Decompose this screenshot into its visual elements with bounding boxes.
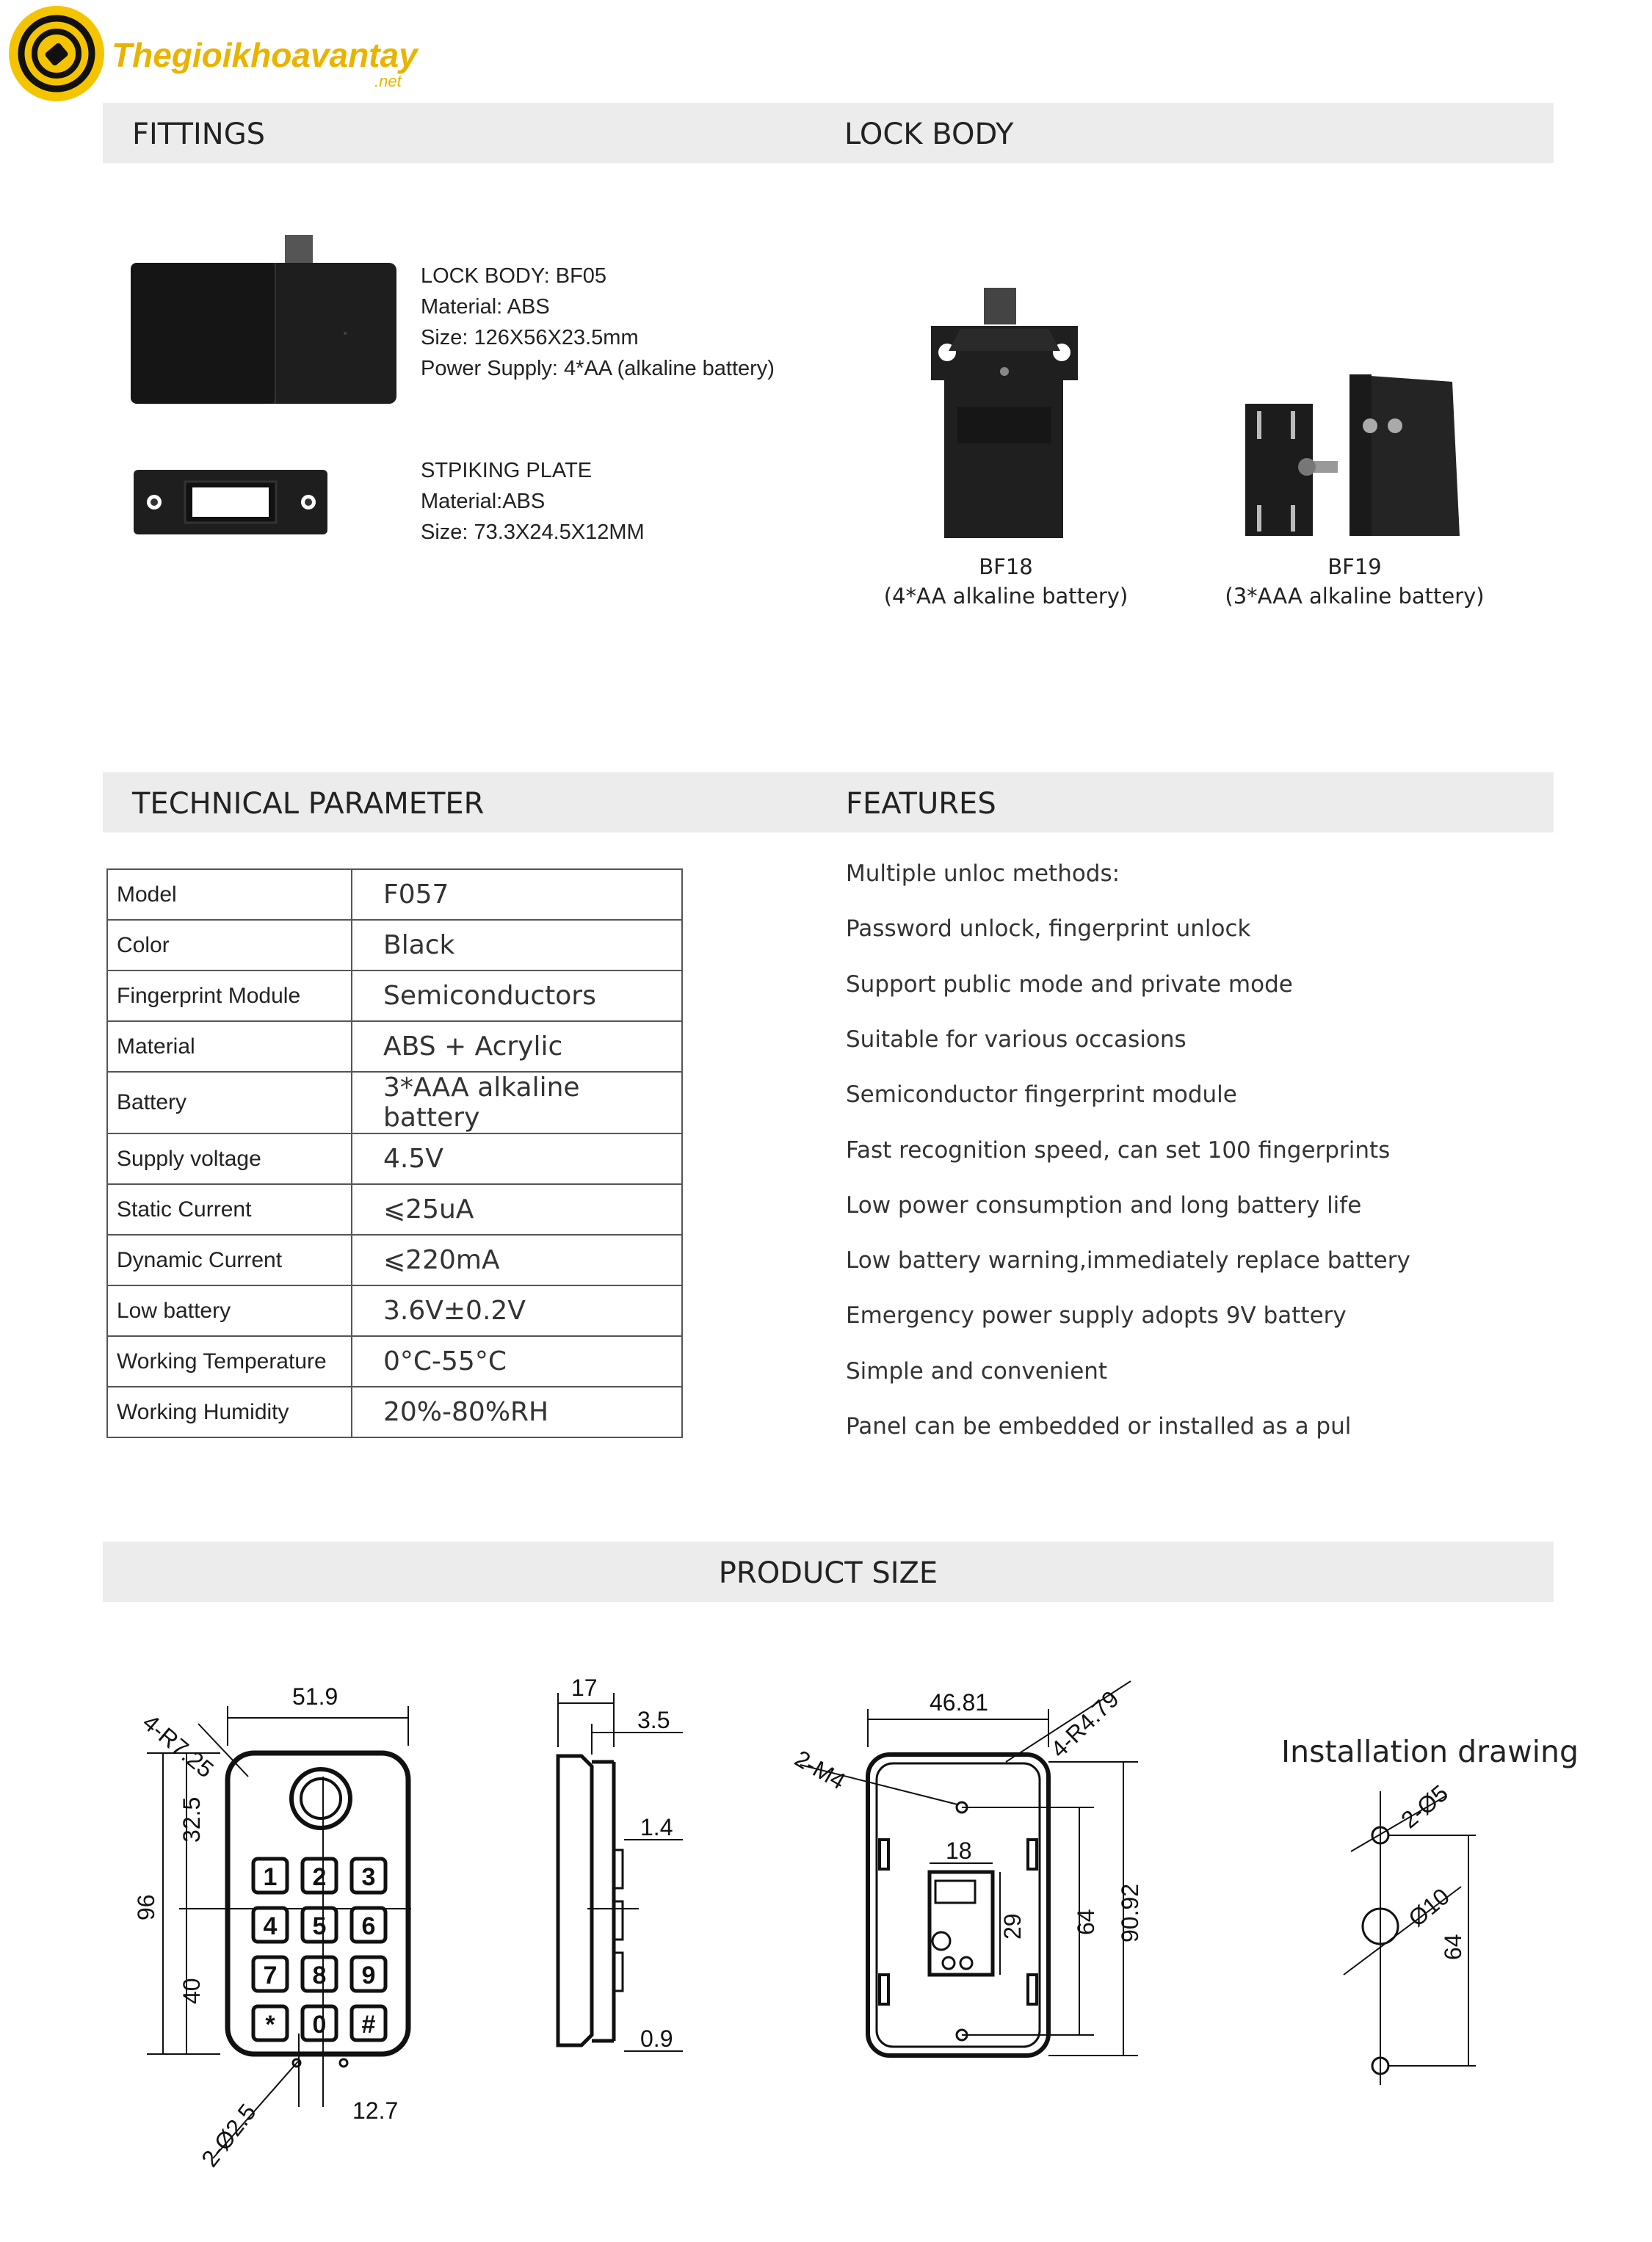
install-holes-label: 2-Ø5 <box>1396 1780 1453 1834</box>
front-bottom-label: 40 <box>178 1978 205 2004</box>
striking-plate-name: STPIKING PLATE <box>421 459 593 482</box>
feature-item: Panel can be embedded or installed as a pul <box>846 1413 1352 1440</box>
parameter-label: Battery <box>107 1072 352 1133</box>
parameter-value: F057 <box>352 869 682 920</box>
side-d2-label: 1.4 <box>640 1814 673 1840</box>
fingerprint-lock-icon <box>9 6 104 101</box>
back-inner-width-label: 18 <box>946 1838 972 1864</box>
parameter-row <box>107 920 682 971</box>
keypad-key-label: 3 <box>361 1863 376 1891</box>
installation-drawing <box>1322 1762 1527 2100</box>
parameter-row <box>107 1072 682 1133</box>
keypad-key-label: 8 <box>312 1962 327 1989</box>
bf19-note: (3*AAA alkaline battery) <box>1225 584 1485 609</box>
keypad-key-label: 0 <box>312 2011 327 2039</box>
lock-body-bf05-image <box>125 233 404 410</box>
lock-body-bf18-image <box>916 285 1093 542</box>
parameter-value: Semiconductors <box>352 971 682 1021</box>
feature-item: Password unlock, fingerprint unlock <box>846 915 1251 943</box>
front-holes-label: 2-Ø2.5 <box>196 2099 261 2172</box>
parameter-row <box>107 1336 682 1387</box>
parameter-label: Color <box>107 920 352 971</box>
parameter-label: Dynamic Current <box>107 1235 352 1285</box>
striking-plate-material: Material:ABS <box>421 490 546 513</box>
feature-item: Low battery warning,immediately replace battery <box>846 1247 1410 1274</box>
parameter-row <box>107 1235 682 1285</box>
bf19-caption <box>1204 552 1505 611</box>
parameter-value: Black <box>352 920 682 971</box>
parameter-row <box>107 971 682 1021</box>
lock-body-model: LOCK BODY: BF05 <box>421 264 607 288</box>
parameter-value: ⩽220mA <box>352 1235 682 1285</box>
feature-item: Fast recognition speed, can set 100 fingerprints <box>846 1136 1391 1164</box>
feature-item: Low power consumption and long battery life <box>846 1191 1362 1219</box>
side-view-drawing <box>543 1666 720 2107</box>
install-pitch-label: 64 <box>1440 1934 1466 1960</box>
front-width-label: 51.9 <box>292 1683 338 1710</box>
lock-body-material: Material: ABS <box>421 295 550 319</box>
back-radius-label: 4-R4.79 <box>1045 1686 1124 1763</box>
parameter-table <box>106 868 683 1438</box>
back-height-label: 90.92 <box>1117 1883 1143 1942</box>
front-height-label: 96 <box>133 1894 159 1920</box>
fittings-header-bar <box>103 103 1554 163</box>
keypad-key-label: 5 <box>312 1912 327 1940</box>
technical-parameter-title: TECHNICAL PARAMETER <box>132 787 485 821</box>
parameter-row <box>107 1285 682 1336</box>
parameter-value: 4.5V <box>352 1133 682 1184</box>
feature-item: Multiple unloc methods: <box>846 860 1120 887</box>
front-top-label: 32.5 <box>178 1796 205 1843</box>
parameter-label: Working Humidity <box>107 1387 352 1437</box>
brand-logo <box>9 6 479 101</box>
keypad <box>253 1859 385 2040</box>
striking-plate-size: Size: 73.3X24.5X12MM <box>421 520 645 544</box>
install-center-label: Ø10 <box>1403 1882 1454 1932</box>
bf19-model: BF19 <box>1327 554 1382 579</box>
feature-item: Emergency power supply adopts 9V battery <box>846 1302 1347 1329</box>
parameter-value: 3.6V±0.2V <box>352 1285 682 1336</box>
lock-body-power: Power Supply: 4*AA (alkaline battery) <box>421 357 775 380</box>
parameter-label: Supply voltage <box>107 1133 352 1184</box>
parameter-label: Model <box>107 869 352 920</box>
keypad-key-label: # <box>361 2011 376 2039</box>
front-view-drawing <box>125 1666 477 2173</box>
front-radius-label: 4-R7.25 <box>137 1708 219 1783</box>
parameter-label: Static Current <box>107 1184 352 1235</box>
parameter-value: 0°C-55°C <box>352 1336 682 1387</box>
product-size-title: PRODUCT SIZE <box>718 1556 938 1590</box>
parameter-label: Fingerprint Module <box>107 971 352 1021</box>
keypad-key-label: 9 <box>361 1962 376 1989</box>
product-size-header-bar <box>103 1542 1554 1602</box>
back-thread-label: 2-M4 <box>790 1744 850 1795</box>
side-depth-label: 17 <box>571 1675 598 1701</box>
feature-item: Semiconductor fingerprint module <box>846 1081 1237 1109</box>
keypad-key-label: 2 <box>312 1863 327 1891</box>
keypad-key-label: 7 <box>263 1962 278 1989</box>
keypad-key-label: * <box>265 2011 275 2039</box>
side-d1-label: 3.5 <box>637 1707 670 1733</box>
back-view-drawing <box>786 1666 1197 2107</box>
keypad-key-label: 4 <box>263 1912 278 1940</box>
parameter-row <box>107 1021 682 1072</box>
tech-features-header-bar <box>103 772 1554 832</box>
parameter-value: 3*AAA alkaline battery <box>352 1072 682 1133</box>
keypad-key-label: 1 <box>263 1863 278 1891</box>
front-hole-offset-label: 12.7 <box>352 2097 399 2124</box>
bf18-model: BF18 <box>979 554 1033 579</box>
parameter-value: ABS + Acrylic <box>352 1021 682 1072</box>
brand-suffix: .net <box>374 72 402 90</box>
lock-body-size: Size: 126X56X23.5mm <box>421 326 639 349</box>
side-d3-label: 0.9 <box>640 2025 673 2052</box>
fittings-title: FITTINGS <box>132 117 266 151</box>
bf18-caption <box>859 552 1153 611</box>
bf18-note: (4*AA alkaline battery) <box>883 584 1128 609</box>
parameter-value: 20%-80%RH <box>352 1387 682 1437</box>
installation-drawing-title: Installation drawing <box>1281 1734 1579 1769</box>
back-inner-height-label: 29 <box>999 1913 1026 1940</box>
parameter-value: ⩽25uA <box>352 1184 682 1235</box>
feature-item: Support public mode and private mode <box>846 971 1293 998</box>
parameter-label: Material <box>107 1021 352 1072</box>
keypad-key-label: 6 <box>361 1912 376 1940</box>
back-width-label: 46.81 <box>930 1689 989 1716</box>
lock-body-title: LOCK BODY <box>844 117 1014 151</box>
parameter-label: Working Temperature <box>107 1336 352 1387</box>
striking-plate-spec <box>421 455 645 548</box>
back-hole-pitch-label: 64 <box>1073 1909 1099 1935</box>
brand-name: Thegioikhoavantay <box>112 36 418 74</box>
features-title: FEATURES <box>846 787 996 821</box>
parameter-row <box>107 1133 682 1184</box>
feature-item: Suitable for various occasions <box>846 1026 1187 1053</box>
feature-item: Simple and convenient <box>846 1357 1108 1385</box>
parameter-row <box>107 869 682 920</box>
parameter-label: Low battery <box>107 1285 352 1336</box>
parameter-row <box>107 1184 682 1235</box>
lock-body-bf19-image <box>1239 367 1467 543</box>
parameter-row <box>107 1387 682 1437</box>
lock-body-spec <box>421 261 775 384</box>
striking-plate-image <box>132 467 330 537</box>
